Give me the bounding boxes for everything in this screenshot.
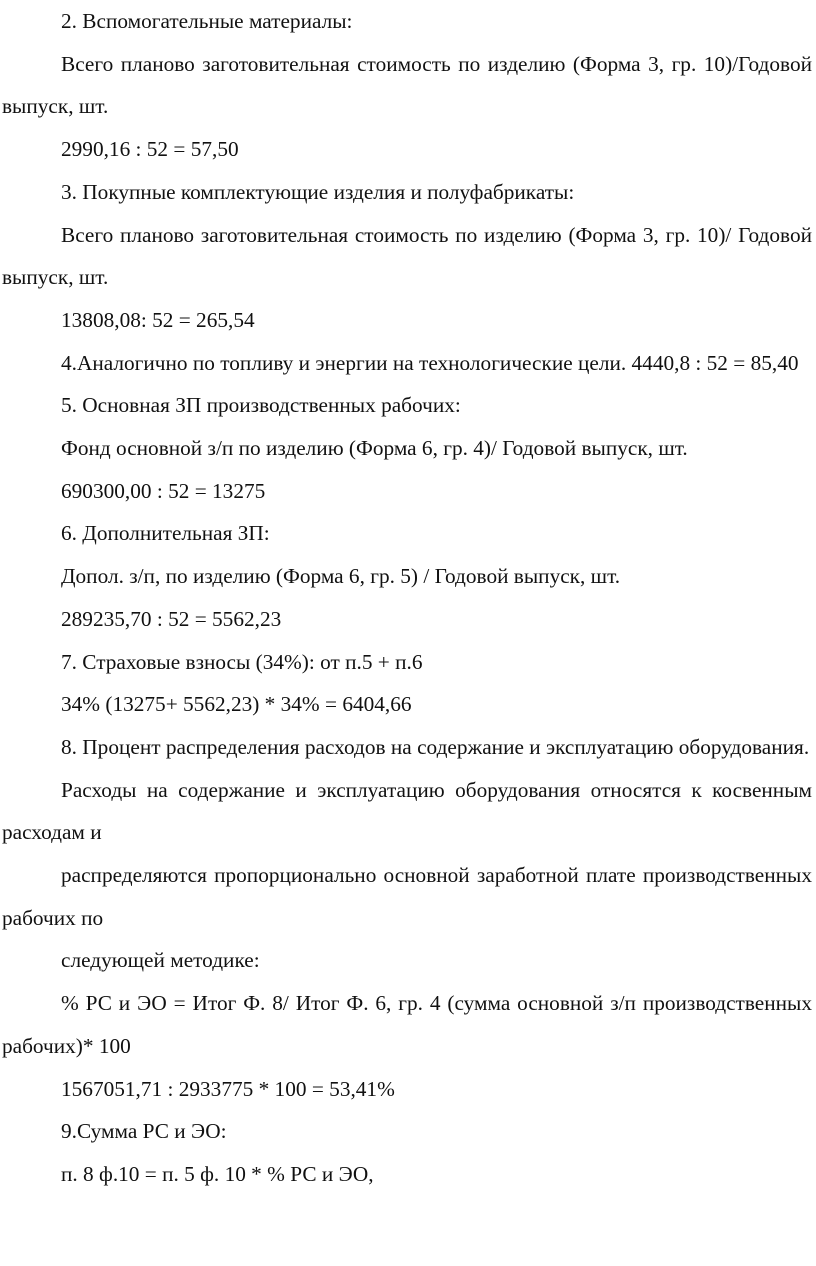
paragraph-20: % РС и ЭО = Итог Ф. 8/ Итог Ф. 6, гр. 4 (сумма основной з/п производственных рабочих)* 100 bbox=[2, 991, 812, 1058]
paragraph-8: 5. Основная ЗП производственных рабочих: bbox=[61, 393, 461, 418]
paragraph-5: Всего планово заготовительная стоимость по изделию (Форма 3, гр. 10)/ Годовой выпуск, шт. bbox=[2, 222, 812, 290]
paragraph-16: 8. Процент распределения расходов на содержание и эксплуатацию оборудования. bbox=[61, 734, 810, 759]
paragraph-6: 13808,08: 52 = 265,54 bbox=[61, 307, 255, 332]
document-body bbox=[2, 0, 812, 1196]
paragraph-22: 9.Сумма РС и ЭО: bbox=[61, 1119, 227, 1144]
paragraph-10: 690300,00 : 52 = 13275 bbox=[61, 478, 266, 503]
paragraph-15: 34% (13275+ 5562,23) * 34% = 6404,66 bbox=[61, 692, 412, 717]
paragraph-1: 2. Вспомогательные материалы: bbox=[61, 9, 353, 33]
paragraph-11: 6. Дополнительная ЗП: bbox=[61, 521, 270, 546]
paragraph-23: п. 8 ф.10 = п. 5 ф. 10 * % РС и ЭО, bbox=[61, 1161, 374, 1186]
paragraph-4: 3. Покупные комплектующие изделия и полуфабрикаты: bbox=[61, 179, 575, 204]
paragraph-9: Фонд основной з/п по изделию (Форма 6, гр. 4)/ Годовой выпуск, шт. bbox=[61, 436, 688, 461]
paragraph-18: распределяются пропорционально основной заработной плате производственных рабочих по bbox=[2, 863, 812, 930]
paragraph-3: 2990,16 : 52 = 57,50 bbox=[61, 137, 239, 162]
paragraph-13: 289235,70 : 52 = 5562,23 bbox=[61, 606, 282, 631]
paragraph-21: 1567051,71 : 2933775 * 100 = 53,41% bbox=[61, 1076, 395, 1101]
paragraph-7: 4.Аналогично по топливу и энергии на технологические цели. 4440,8 : 52 = 85,40 bbox=[61, 350, 799, 375]
paragraph-14: 7. Страховые взносы (34%): от п.5 + п.6 bbox=[61, 649, 423, 674]
paragraph-19: следующей методике: bbox=[61, 948, 260, 973]
paragraph-12: Допол. з/п, по изделию (Форма 6, гр. 5) / Годовой выпуск, шт. bbox=[61, 564, 621, 589]
paragraph-17: Расходы на содержание и эксплуатацию оборудования относятся к косвенным расходам и bbox=[2, 777, 812, 845]
paragraph-2: Всего планово заготовительная стоимость по изделию (Форма 3, гр. 10)/Годовой выпуск, шт. bbox=[2, 51, 812, 119]
